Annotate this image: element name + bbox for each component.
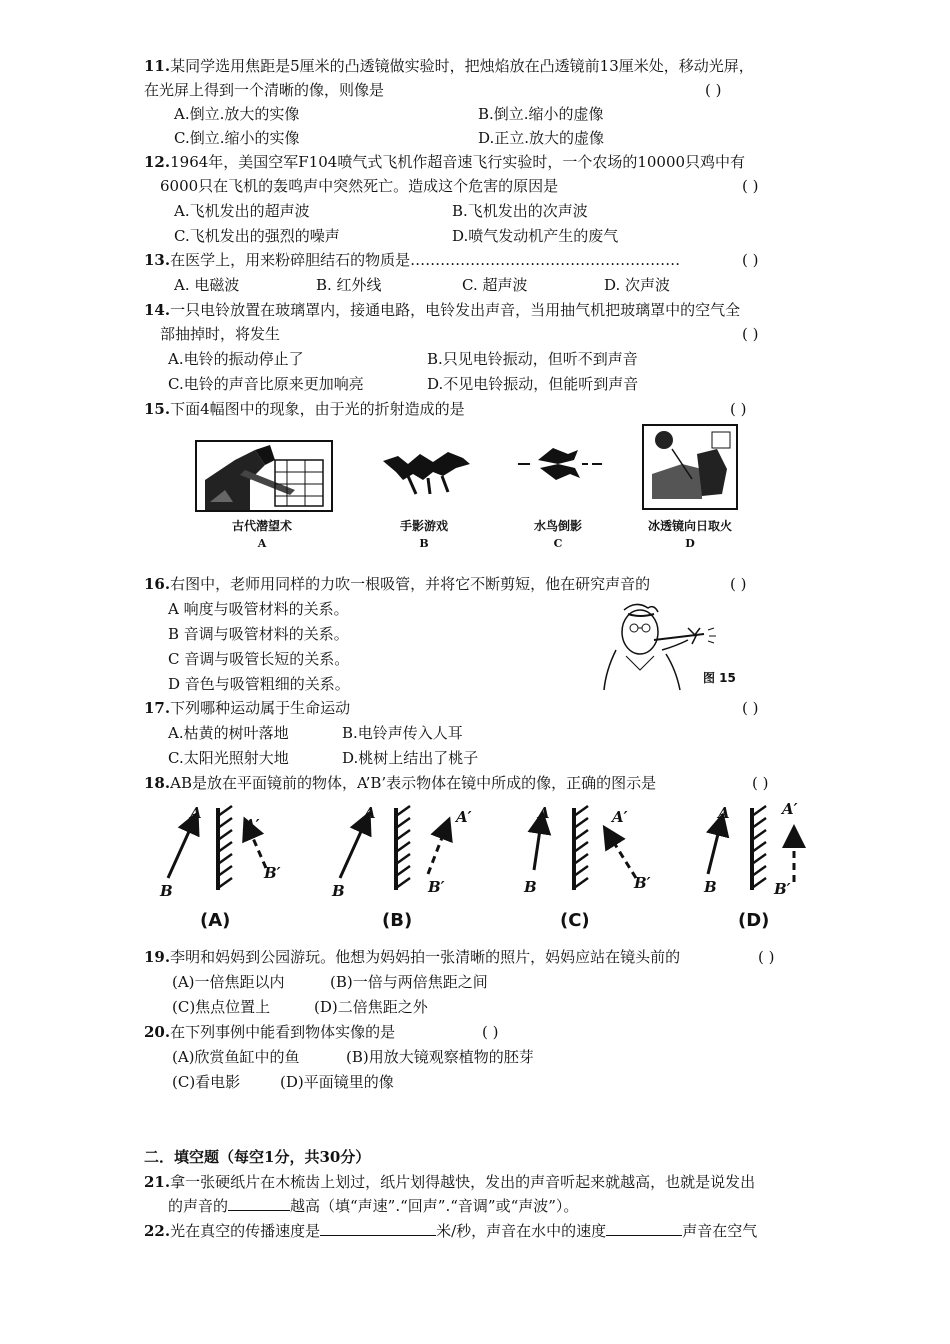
q19-option-a[interactable]: (A)一倍焦距以内: [172, 973, 285, 991]
q20-option-c[interactable]: (C)看电影: [172, 1073, 241, 1091]
q18-stem: 18.AB是放在平面镜前的物体，A’B’表示物体在镜中所成的像，正确的图示是: [144, 774, 657, 792]
q20-option-b[interactable]: (B)用放大镜观察植物的胚芽: [346, 1048, 534, 1066]
q19-option-d[interactable]: (D)二倍焦距之外: [314, 998, 428, 1016]
q12-answer-blank[interactable]: ( ): [742, 177, 759, 195]
q14-stem-line2: 部抽掉时，将发生: [160, 325, 281, 343]
section-2-title: 二．填空题（每空1分，共30分）: [144, 1148, 371, 1166]
q22-fill-blank-2[interactable]: [606, 1221, 682, 1236]
q18-a-label-b2: B′: [264, 864, 281, 882]
q17-option-c[interactable]: C.太阳光照射大地: [168, 749, 289, 767]
q12-option-d[interactable]: D.喷气发动机产生的废气: [452, 227, 619, 245]
q18-label-b[interactable]: (B): [382, 910, 413, 931]
q16-option-d[interactable]: D 音色与吸管粗细的关系。: [168, 675, 350, 693]
q11-option-d[interactable]: D.正立.放大的虚像: [478, 129, 605, 147]
q16-stem: 16.右图中，老师用同样的力吹一根吸管，并将它不断剪短，他在研究声音的: [144, 575, 651, 593]
q13-option-c[interactable]: C. 超声波: [462, 276, 528, 294]
q18-c-label-b2: B′: [634, 874, 651, 892]
q18-a-label-a: A: [190, 804, 202, 822]
q13-answer-blank[interactable]: ( ): [742, 251, 759, 269]
q13-option-b[interactable]: B. 红外线: [316, 276, 382, 294]
q13-option-d[interactable]: D. 次声波: [604, 276, 671, 294]
q19-answer-blank[interactable]: ( ): [758, 948, 775, 966]
q17-answer-blank[interactable]: ( ): [742, 699, 759, 717]
q11-stem-line1: 11.某同学选用焦距是5厘米的凸透镜做实验时，把烛焰放在凸透镜前13厘米处，移动光屏，: [144, 57, 754, 75]
q15-letter-d: D: [685, 537, 695, 550]
q14-answer-blank[interactable]: ( ): [742, 325, 759, 343]
q11-option-a[interactable]: A.倒立.放大的实像: [174, 105, 300, 123]
q18-b-label-a2: A′: [456, 808, 472, 826]
q16-option-c[interactable]: C 音调与吸管长短的关系。: [168, 650, 350, 668]
q15-figure-c-bird-reflection-image: [518, 440, 604, 490]
q15-letter-a: A: [257, 537, 267, 550]
q14-option-a[interactable]: A.电铃的振动停止了: [168, 350, 304, 368]
q18-a-label-a2: A′: [244, 816, 260, 834]
q18-d-label-a: A: [718, 804, 730, 822]
q17-option-b[interactable]: B.电铃声传入人耳: [342, 724, 463, 742]
q13-option-a[interactable]: A. 电磁波: [174, 276, 240, 294]
q18-c-label-b: B: [524, 878, 537, 896]
q18-label-d[interactable]: (D): [738, 910, 770, 931]
q15-figure-a-periscope-image: [195, 440, 333, 512]
q22-fill-blank-1[interactable]: [320, 1221, 436, 1236]
q11-number: 11.: [144, 57, 171, 75]
q15-figure-b-hand-shadow-image: [378, 446, 474, 496]
q15-figure-d-ice-lens-image: [642, 424, 738, 510]
q18-d-label-b2: B′: [774, 880, 791, 898]
q18-b-label-b: B: [332, 882, 345, 900]
q15-caption-b: 手影游戏: [399, 519, 448, 533]
q15-caption-a: 古代潜望术: [231, 519, 292, 533]
q18-d-label-a2: A′: [782, 800, 798, 818]
q16-answer-blank[interactable]: ( ): [730, 575, 747, 593]
q11-option-c[interactable]: C.倒立.缩小的实像: [174, 129, 300, 147]
q15-caption-c: 水鸟倒影: [533, 519, 582, 533]
q20-option-a[interactable]: (A)欣赏鱼缸中的鱼: [172, 1048, 300, 1066]
q14-option-d[interactable]: D.不见电铃振动，但能听到声音: [427, 375, 639, 393]
q12-stem-line1: 12.1964年，美国空军F104喷气式飞机作超音速飞行实验时，一个农场的10000只鸡中有: [144, 153, 746, 171]
q21-stem-line2: 的声音的 越高（填“声速”.“回声”.“音调”或“声波”）。: [168, 1197, 579, 1215]
q12-option-c[interactable]: C.飞机发出的强烈的噪声: [174, 227, 340, 245]
q17-stem: 17.下列哪种运动属于生命运动: [144, 699, 351, 717]
q17-option-d[interactable]: D.桃树上结出了桃子: [342, 749, 479, 767]
q20-option-d[interactable]: (D)平面镜里的像: [280, 1073, 394, 1091]
q11-option-b[interactable]: B.倒立.缩小的虚像: [478, 105, 604, 123]
q19-option-b[interactable]: (B)一倍与两倍焦距之间: [330, 973, 488, 991]
q15-caption-d: 冰透镜向日取火: [647, 519, 732, 533]
q20-stem: 20.在下列事例中能看到物体实像的是: [144, 1023, 396, 1041]
q22-stem: 22.光在真空的传播速度是 米/秒，声音在水中的速度 声音在空气: [144, 1222, 758, 1240]
q16-option-b[interactable]: B 音调与吸管材料的关系。: [168, 625, 349, 643]
q15-stem: 15.下面4幅图中的现象，由于光的折射造成的是: [144, 400, 465, 418]
q18-answer-blank[interactable]: ( ): [752, 774, 769, 792]
q18-c-label-a2: A′: [612, 808, 628, 826]
q12-option-a[interactable]: A.飞机发出的超声波: [174, 202, 310, 220]
q20-answer-blank[interactable]: ( ): [482, 1023, 499, 1041]
q21-stem-line1: 21.拿一张硬纸片在木梳齿上划过，纸片划得越快，发出的声音听起来就越高，也就是说发出: [144, 1173, 756, 1191]
q18-b-label-b2: B′: [428, 878, 445, 896]
q13-stem: 13.在医学上，用来粉碎胆结石的物质是………………………………………………: [144, 251, 681, 269]
q14-stem-line1: 14.一只电铃放置在玻璃罩内，接通电路，电铃发出声音，当用抽气机把玻璃罩中的空气全: [144, 301, 741, 319]
q12-option-b[interactable]: B.飞机发出的次声波: [452, 202, 588, 220]
q18-c-label-a: A: [538, 804, 550, 822]
q17-option-a[interactable]: A.枯黄的树叶落地: [168, 724, 289, 742]
q12-stem-line2: 6000只在飞机的轰鸣声中突然死亡。造成这个危害的原因是: [160, 177, 559, 195]
q14-option-b[interactable]: B.只见电铃振动，但听不到声音: [427, 350, 638, 368]
q18-a-label-b: B: [160, 882, 173, 900]
q18-label-a[interactable]: (A): [200, 910, 231, 931]
q16-figure-label: 图 15: [703, 671, 736, 685]
q15-letter-b: B: [419, 537, 429, 550]
q18-label-c[interactable]: (C): [560, 910, 590, 931]
q19-stem: 19.李明和妈妈到公园游玩。他想为妈妈拍一张清晰的照片，妈妈应站在镜头前的: [144, 948, 681, 966]
q19-option-c[interactable]: (C)焦点位置上: [172, 998, 271, 1016]
q18-b-label-a: A: [364, 804, 376, 822]
q11-answer-blank[interactable]: ( ): [705, 81, 722, 99]
q21-fill-blank[interactable]: [228, 1196, 290, 1211]
q18-d-label-b: B: [704, 878, 717, 896]
q14-option-c[interactable]: C.电铃的声音比原来更加响亮: [168, 375, 364, 393]
q16-option-a[interactable]: A 响度与吸管材料的关系。: [168, 600, 349, 618]
q15-letter-c: C: [553, 537, 563, 550]
q15-answer-blank[interactable]: ( ): [730, 400, 747, 418]
q11-stem-line2: 在光屏上得到一个清晰的像，则像是: [144, 81, 385, 99]
